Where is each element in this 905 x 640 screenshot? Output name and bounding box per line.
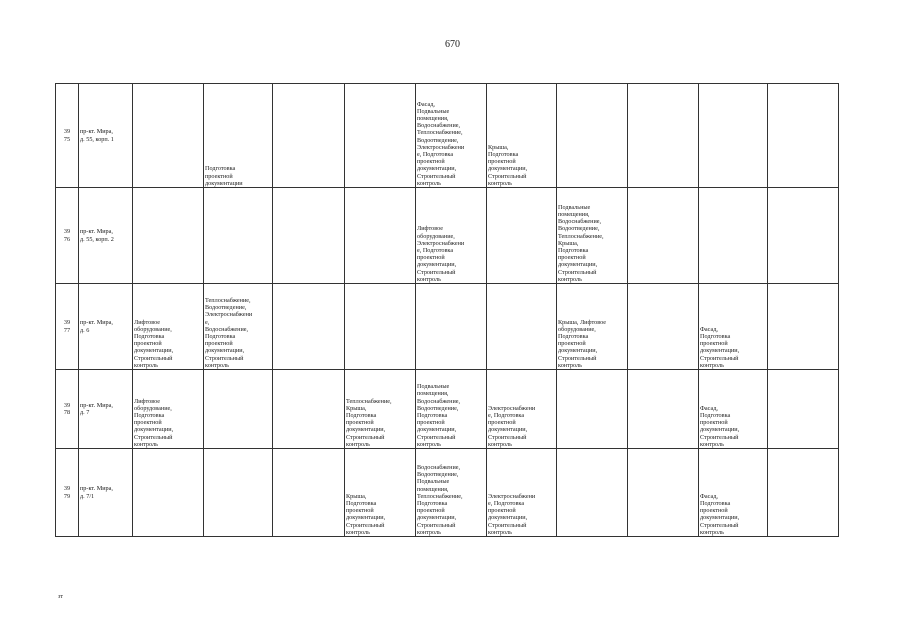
row-number-cell: 39 76	[56, 188, 79, 284]
work-type-cell	[768, 284, 839, 370]
row-number-cell: 39 75	[56, 84, 79, 188]
row-number-cell: 39 77	[56, 284, 79, 370]
work-type-cell	[487, 188, 557, 284]
work-type-cell	[345, 284, 416, 370]
work-type-cell: Фасад, Подготовка проектной документации, Строительный контроль	[699, 449, 768, 537]
work-type-cell	[204, 188, 273, 284]
work-type-cell: Подвальные помещения, Водоснабжение, Водоотведение, Подготовка проектной документации, Строительный контроль	[416, 370, 487, 449]
table-row	[56, 449, 839, 537]
work-type-cell	[699, 84, 768, 188]
table-row	[56, 188, 839, 284]
row-number-cell: 39 79	[56, 449, 79, 537]
table-row	[56, 284, 839, 370]
work-type-cell	[204, 449, 273, 537]
work-type-cell	[133, 84, 204, 188]
work-type-cell: Крыша, Подготовка проектной документации, Строительный контроль	[487, 84, 557, 188]
work-type-cell: Лифтовое оборудование, Подготовка проектной документации, Строительный контроль	[133, 370, 204, 449]
work-type-cell: Водоснабжение, Водоотведение, Подвальные помещения, Теплоснабжение, Подготовка проектной документации, Строительный контроль	[416, 449, 487, 537]
table-body	[56, 84, 839, 537]
row-number-cell: 39 78	[56, 370, 79, 449]
work-type-cell	[768, 370, 839, 449]
work-type-cell: Электроснабжени е, Подготовка проектной документации, Строительный контроль	[487, 370, 557, 449]
work-type-cell	[557, 84, 628, 188]
work-type-cell: Фасад, Подготовка проектной документации, Строительный контроль	[699, 284, 768, 370]
work-type-cell	[345, 84, 416, 188]
work-type-cell	[273, 370, 345, 449]
work-type-cell: Крыша, Подготовка проектной документации, Строительный контроль	[345, 449, 416, 537]
work-type-cell: Фасад, Подвальные помещения, Водоснабжение, Теплоснабжение, Водоотведение, Электроснабжени е, Подготовка проектной документации, Строительный контроль	[416, 84, 487, 188]
work-type-cell: Подготовка проектной документации	[204, 84, 273, 188]
page-number: 670	[445, 39, 460, 50]
work-type-cell	[628, 84, 699, 188]
work-schedule-table	[55, 83, 839, 537]
address-cell: пр-кт. Мира, д. 6	[79, 284, 133, 370]
work-type-cell	[628, 370, 699, 449]
work-type-cell	[273, 284, 345, 370]
address-cell: пр-кт. Мира, д. 55, корп. 2	[79, 188, 133, 284]
work-type-cell	[133, 188, 204, 284]
work-type-cell	[699, 188, 768, 284]
work-type-cell	[416, 284, 487, 370]
work-type-cell	[628, 284, 699, 370]
work-type-cell	[487, 284, 557, 370]
work-type-cell	[768, 84, 839, 188]
work-type-cell: Теплоснабжение, Водоотведение, Электроснабжени е, Водоснабжение, Подготовка проектной документации, Строительный контроль	[204, 284, 273, 370]
work-type-cell	[628, 449, 699, 537]
work-type-cell	[557, 370, 628, 449]
work-type-cell	[768, 449, 839, 537]
work-type-cell	[628, 188, 699, 284]
table-row	[56, 370, 839, 449]
table-row	[56, 84, 839, 188]
work-type-cell	[557, 449, 628, 537]
footer-mark: зт	[58, 594, 63, 600]
work-type-cell: Подвальные помещения, Водоснабжение, Водоотведение, Теплоснабжение, Крыша, Подготовка проектной документации, Строительный контроль	[557, 188, 628, 284]
work-type-cell	[204, 370, 273, 449]
work-type-cell	[133, 449, 204, 537]
work-type-cell: Электроснабжени е, Подготовка проектной документации, Строительный контроль	[487, 449, 557, 537]
work-type-cell	[768, 188, 839, 284]
address-cell: пр-кт. Мира, д. 55, корп. 1	[79, 84, 133, 188]
work-type-cell: Теплоснабжение, Крыша, Подготовка проектной документации, Строительный контроль	[345, 370, 416, 449]
address-cell: пр-кт. Мира, д. 7	[79, 370, 133, 449]
work-type-cell: Лифтовое оборудование, Электроснабжени е, Подготовка проектной документации, Строительный контроль	[416, 188, 487, 284]
work-type-cell	[273, 449, 345, 537]
work-type-cell: Крыша, Лифтовое оборудование, Подготовка проектной документации, Строительный контроль	[557, 284, 628, 370]
work-type-cell: Фасад, Подготовка проектной документации, Строительный контроль	[699, 370, 768, 449]
work-type-cell	[273, 84, 345, 188]
work-type-cell: Лифтовое оборудование, Подготовка проектной документации, Строительный контроль	[133, 284, 204, 370]
work-type-cell	[345, 188, 416, 284]
work-type-cell	[273, 188, 345, 284]
address-cell: пр-кт. Мира, д. 7/1	[79, 449, 133, 537]
